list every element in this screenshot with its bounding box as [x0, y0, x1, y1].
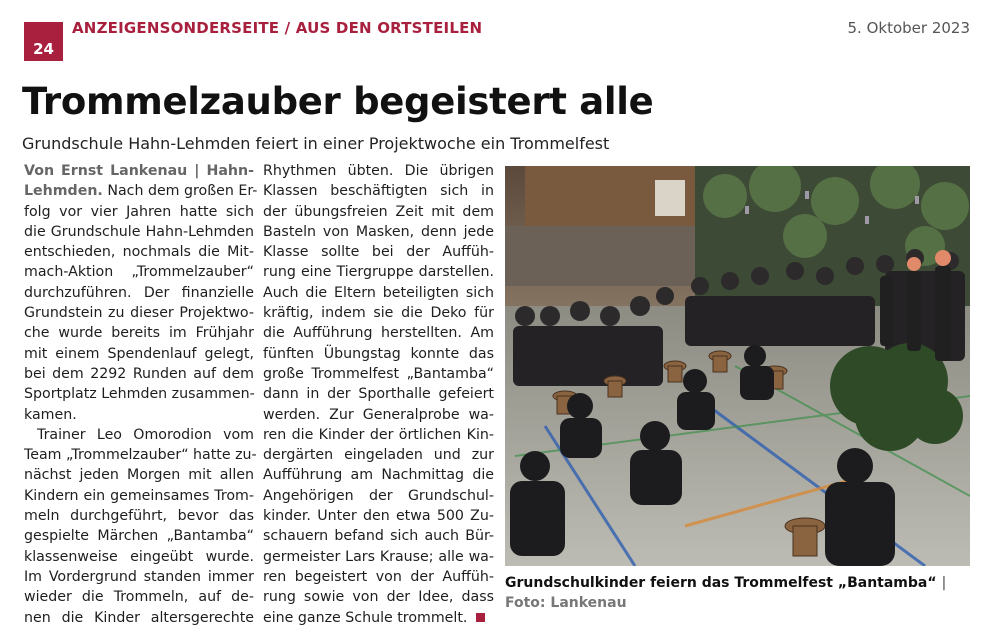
- article-line: Sportplatz Lehmden zusammen-: [24, 386, 255, 403]
- article-line: Kindern ein gemeinsames Trom-: [24, 487, 254, 504]
- issue-date: 5. Oktober 2023: [847, 19, 970, 37]
- article-line: wieder die Trommeln, auf de-: [24, 589, 254, 606]
- article-line: Klasse sollte bei der Auffüh-: [263, 244, 494, 261]
- article-line: durchzuführen. Der finanzielle: [24, 284, 254, 301]
- article-line: dann in der Sporthalle gefeiert: [263, 386, 494, 403]
- article-line: große Trommelfest „Bantamba“: [263, 365, 494, 382]
- article-line: ren die Kinder der örtlichen Kin-: [263, 426, 494, 443]
- article-line: Rhythmen übten. Die übrigen: [263, 163, 494, 179]
- article-line: mach-Aktion „Trommelzauber“: [24, 264, 254, 281]
- article-subheadline: Grundschule Hahn-Lehmden feiert in einer Projektwoche ein Trommelfest: [22, 134, 610, 153]
- article-headline: Trommelzauber begeistert alle: [22, 80, 654, 123]
- article-line: Angehörigen der Grundschul-: [263, 487, 494, 504]
- article-line: Auch die Eltern beteiligten sich: [263, 284, 494, 301]
- article-column-1: [24, 161, 258, 628]
- article-line: Aufführung am Nachmittag die: [263, 467, 494, 484]
- article-line: rung sowie von der Idee, dass: [263, 589, 494, 606]
- article-line: gespielte Märchen „Bantamba“: [24, 528, 254, 545]
- article-line: schauern befand sich auch Bür-: [263, 528, 494, 545]
- article-line: Trainer Leo Omorodion vom: [37, 426, 254, 443]
- article-line: Klassen beschäftigten sich in: [263, 183, 494, 200]
- article-line: Team „Trommelzauber“ hatte zu-: [24, 447, 257, 464]
- photo-caption: [505, 573, 971, 613]
- article-line: Von Ernst Lankenau | Hahn-: [24, 163, 254, 179]
- article-line: kräftig, indem sie die Deko für: [263, 305, 494, 322]
- article-line: che wurde bereits im Frühjahr: [24, 325, 254, 342]
- article-line: nächst jeden Morgen mit allen: [24, 467, 254, 484]
- caption-separator: |: [936, 575, 947, 591]
- article-line: klassenweise eingeübt wurde.: [24, 548, 254, 565]
- article-line: rung eine Tiergruppe darstellen.: [263, 264, 494, 281]
- article-line: fünften Übungstag konnte das: [263, 345, 494, 362]
- article-line: kinder. Unter den etwa 500 Zu-: [263, 508, 494, 525]
- article-line: die Aufführung herstellten. Am: [263, 325, 494, 342]
- article-line: eine ganze Schule trommelt.: [263, 608, 494, 628]
- caption-text: Grundschulkinder feiern das Trommelfest „Bantamba“: [505, 575, 937, 591]
- article-line: die Grundschule Hahn-Lehmden: [24, 223, 254, 240]
- article-line: werden. Zur Generalprobe wa-: [263, 406, 494, 423]
- article-line: Grundstein zu dieser Projektwo-: [24, 305, 254, 322]
- article-line: der übungsfreien Zeit mit dem: [263, 203, 494, 220]
- photo-credit: Foto: Lankenau: [505, 595, 627, 611]
- article-line: kamen.: [24, 406, 77, 423]
- page-number-badge: [24, 22, 63, 61]
- section-label: ANZEIGENSONDERSEITE / AUS DEN ORTSTEILEN: [72, 19, 483, 37]
- article-line: meln durchgeführt, bevor das: [24, 508, 254, 525]
- article-line: germeister Lars Krause; alle wa-: [263, 548, 494, 565]
- article-line: Basteln von Masken, denn jede: [263, 223, 494, 240]
- article-line: ren begeistert von der Auffüh-: [263, 568, 494, 585]
- drum-festival-photo: [505, 166, 970, 566]
- article-line: dergärten eingeladen und zur: [263, 447, 494, 464]
- article-line: folg vor vier Jahren hatte sich: [24, 203, 254, 220]
- article-line: Im Vordergrund standen immer: [24, 568, 254, 585]
- article-line: bei dem 2292 Runden auf dem: [24, 365, 254, 382]
- page-number: 24: [33, 40, 54, 58]
- article-column-2: [263, 161, 494, 628]
- article-line: Lehmden. Nach dem großen Er-: [24, 183, 258, 200]
- article-line: nen die Kinder altersgerechte: [24, 609, 254, 626]
- article-line: entschieden, nochmals die Mit-: [24, 244, 254, 261]
- article-end-mark: [476, 613, 485, 622]
- article-line: mit einem Spendenlauf gelegt,: [24, 345, 254, 362]
- article-photo: [505, 166, 970, 566]
